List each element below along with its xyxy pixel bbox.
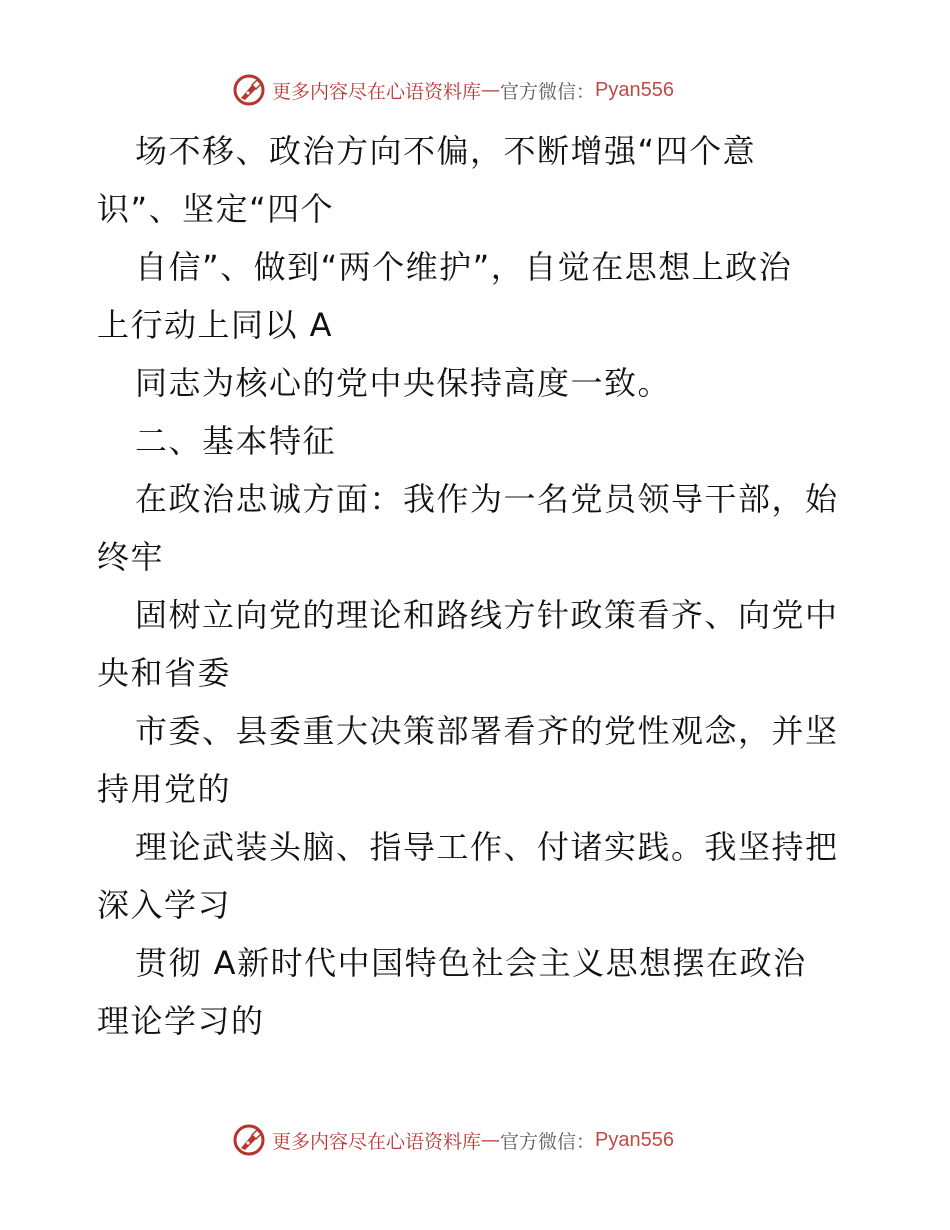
text-line: 理论学习的: [97, 1002, 265, 1040]
text-line: 央和省委: [97, 654, 232, 692]
banner-wechat-id: Pyan556: [595, 78, 674, 101]
banner-wechat-label: 官方微信：: [500, 80, 596, 103]
banner-dash: —: [481, 79, 501, 101]
text-line: 持用党的: [97, 770, 232, 808]
text-line: 市委、县委重大决策部署看齐的党性观念，并坚: [135, 712, 839, 750]
banner-wechat-label: 官方微信：: [500, 1130, 596, 1153]
text-line: 固树立向党的理论和路线方针政策看齐、向党中: [135, 596, 839, 634]
text-line: 自信”、做到“两个维护”，自觉在思想上政治: [135, 248, 793, 286]
text-line: 终牢: [97, 538, 165, 576]
text-line: 理论武装头脑、指导工作、付诸实践。我坚持把: [135, 828, 839, 866]
pen-nib-circle-logo-icon: [232, 1123, 266, 1157]
document-body: [97, 122, 857, 1050]
header-banner: [232, 72, 674, 108]
section-heading: 二、基本特征: [135, 422, 337, 460]
text-line: 同志为核心的党中央保持高度一致。: [135, 364, 672, 402]
text-line: 场不移、政治方向不偏，不断增强“四个意: [135, 132, 757, 170]
text-line: 识”、坚定“四个: [97, 190, 335, 228]
banner-main-text: 更多内容尽在心语资料库: [272, 80, 482, 103]
text-line: 深入学习: [97, 886, 232, 924]
banner-wechat-id: Pyan556: [595, 1128, 674, 1151]
text-line: 贯彻 A新时代中国特色社会主义思想摆在政治: [135, 944, 807, 982]
banner-main-text: 更多内容尽在心语资料库: [272, 1130, 482, 1153]
text-line: 在政治忠诚方面：我作为一名党员领导干部，始: [135, 480, 839, 518]
text-line: 上行动上同以 A: [97, 306, 334, 344]
footer-banner: [232, 1122, 674, 1158]
banner-dash: —: [481, 1129, 501, 1151]
pen-nib-circle-logo-icon: [232, 73, 266, 107]
